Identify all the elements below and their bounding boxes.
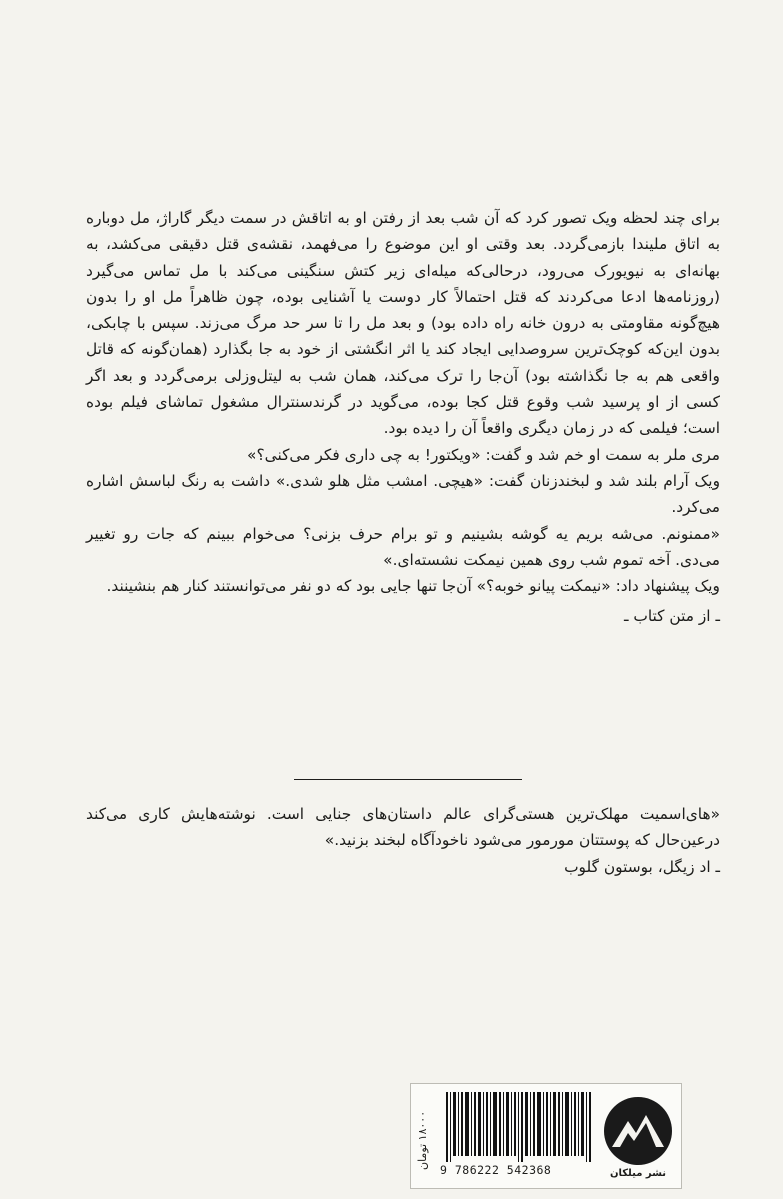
review-quote: «های‌اسمیت مهلک‌ترین هستی‌گرای عالم داستان‌های جنایی است. نوشته‌هایش کاری می‌کند درعین‌حال که پوستتان مورمور می‌شود ناخودآگاه لبخند بزنید.» [86, 805, 720, 850]
excerpt-paragraph: ویک پیشنهاد داد: «نیمکت پیانو خوبه؟» آن‌جا تنها جایی بود که دو نفر می‌توانستند کنار هم بنشینند. [106, 577, 720, 596]
excerpt-paragraph: ویک آرام بلند شد و لبخندزنان گفت: «هیچی. امشب مثل هلو شدی.» داشت به رنگ لباسش اشاره می‌کرد. [86, 471, 720, 517]
price-label: ۱۸۰۰۰ تومان [416, 1110, 429, 1170]
divider-rule [294, 779, 522, 780]
excerpt-paragraph: «ممنونم. می‌شه بریم یه گوشه بشینیم و تو برام حرف بزنی؟ می‌خوام ببینم که جات رو تغییر می‌دی. آخه تموم شب روی همین نیمکت نشسته‌ای.» [86, 524, 720, 569]
excerpt-source: ـ از متن کتاب ـ [623, 607, 720, 626]
excerpt-paragraph: برای چند لحظه ویک تصور کرد که آن شب بعد از رفتن او به اتاقش در سمت دیگر گاراژ، مل دوباره به اتاق ملیندا بازمی‌گردد. بعد وقتی او این موضوع را می‌فهمد، نقشه‌ی قتل دقیقی می‌کشد، به بهانه‌ای به نیویورک می‌رود، درحالی‌که میله‌ای زیر کتش سنگینی می‌کند با مل تماس می‌گیرد (روزنامه‌ها ادعا می‌کردند که قتل احتمالاً کار دوست یا آشنایی بوده، چون ظاهراً مل او را بدون هیچ‌گونه مقاومتی به درون خانه راه داده بود) و بعد مل را تا سر حد مرگ می‌زند. سپس با چابکی، بدون این‌که کوچک‌ترین سروصدایی ایجاد کند یا اثر انگشتی از خود به جا بگذارد (همان‌گونه که قاتل واقعی هم به جا نگذاشته بود) آن‌جا را ترک می‌کند، همان شب به لیتل‌وزلی برمی‌گردد و بعد اگر کسی از او پرسید شب وقوع قتل کجا بوده، می‌گوید در گرندسنترال مشغول تماشای فیلم بوده است؛ فیلمی که در زمان دیگری واقعاً آن را دیده بود. [86, 209, 720, 438]
isbn-number: 9 786222 542368 [440, 1163, 552, 1177]
excerpt-text [86, 205, 720, 630]
review-attribution: ـ اد زیگل، بوستون گلوب [564, 857, 720, 876]
review-block [86, 801, 720, 880]
excerpt-paragraph: مری ملر به سمت او خم شد و گفت: «ویکتور! به چی داری فکر می‌کنی؟» [247, 445, 720, 464]
barcode-icon [444, 1092, 596, 1162]
publisher-name: نشر میلکان [609, 1168, 667, 1179]
